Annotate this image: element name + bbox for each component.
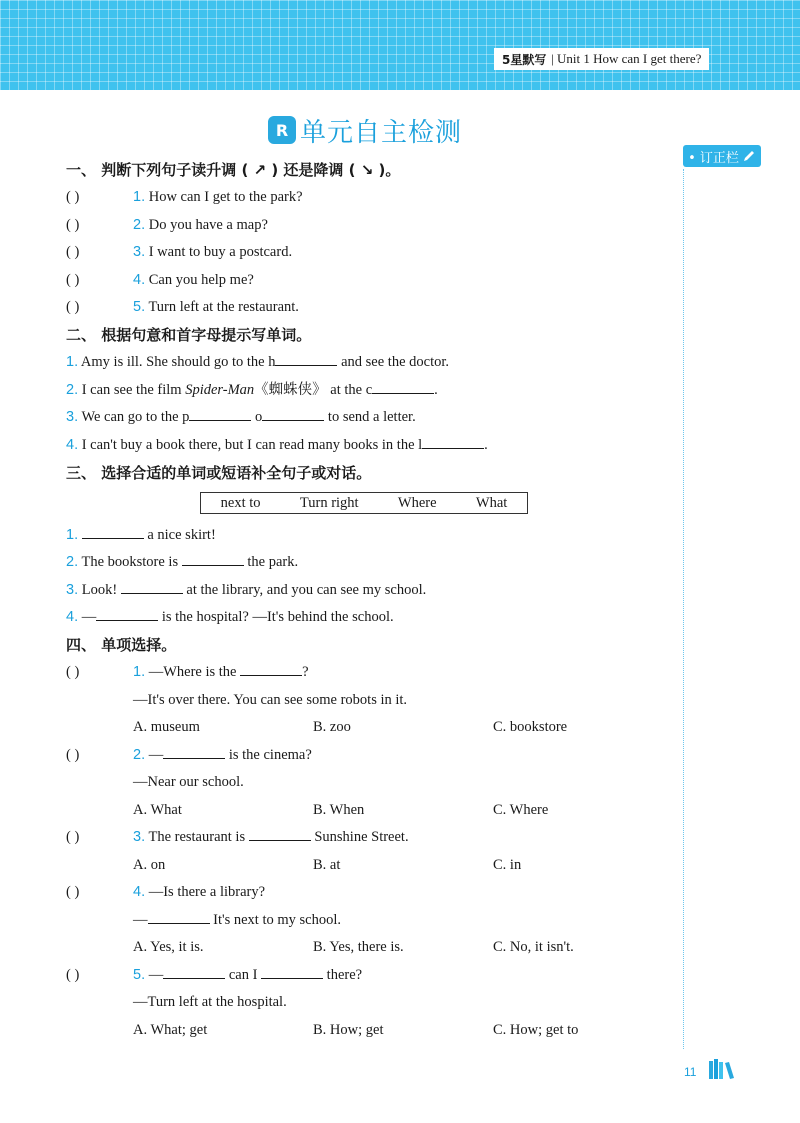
word-bank-item: next to (220, 494, 261, 511)
s3-question-2 (66, 552, 298, 572)
item-text: How can I get to the park? (145, 189, 303, 205)
page-title (268, 113, 462, 147)
question-text: Sunshine Street. (310, 829, 409, 845)
answer-blank[interactable] (275, 352, 337, 366)
question-text: — (145, 747, 164, 763)
question-text: —Where is the (145, 664, 241, 680)
s2-question-3 (66, 407, 416, 427)
s1-item-1 (66, 187, 303, 207)
page-number: 11 (684, 1065, 697, 1079)
option-b: B. at (313, 857, 341, 873)
question-text: . (434, 382, 438, 398)
item-text: Do you have a map? (145, 217, 268, 233)
section-1-heading: 一、 判断下列句子读升调 ( ↗ ) 还是降调 ( ↘ )。 (66, 161, 401, 179)
question-text: a nice skirt! (143, 527, 216, 543)
answer-blank[interactable] (82, 525, 144, 539)
option-a: A. Yes, it is. (133, 939, 204, 955)
answer-paren[interactable]: ( ) (66, 747, 80, 763)
correction-tab-label: • 订正栏 (688, 150, 739, 166)
answer-blank[interactable] (96, 607, 158, 621)
question-text: at the library, and you can see my school. (182, 582, 427, 598)
s2-question-1 (66, 352, 449, 372)
answer-blank (249, 827, 311, 841)
question-text: to send a letter. (324, 409, 416, 425)
answer-blank (261, 965, 323, 979)
answer-blank (163, 965, 225, 979)
section-4-heading: 四、 单项选择。 (66, 636, 177, 654)
word-bank (200, 492, 528, 514)
s1-item-4 (66, 270, 254, 290)
s4-question-2 (66, 745, 312, 765)
answer-blank[interactable] (182, 552, 244, 566)
answer-paren[interactable]: ( ) (66, 967, 80, 983)
question-text: is the cinema? (225, 747, 312, 763)
item-number: 1. (133, 189, 146, 205)
item-number: 1. (66, 527, 79, 543)
item-text: Can you help me? (145, 272, 254, 288)
option-b: B. How; get (313, 1022, 384, 1038)
s4-q4-reply (133, 910, 341, 930)
answer-paren[interactable]: ( ) (66, 272, 80, 288)
item-text: I want to buy a postcard. (145, 244, 293, 260)
header-separator: | (551, 51, 554, 66)
item-number: 1. (66, 354, 79, 370)
s4-question-5 (66, 965, 362, 985)
word-bank-item: Where (397, 494, 437, 511)
word-bank-item: Turn right (299, 494, 359, 511)
header-label (494, 48, 709, 70)
s4-question-1 (66, 662, 309, 682)
question-text: the park. (243, 554, 299, 570)
s2-question-2 (66, 380, 438, 400)
item-number: 4. (133, 272, 146, 288)
option-b: B. zoo (313, 719, 351, 735)
film-title: Spider-Man (185, 382, 255, 398)
s4-q2-reply: —Near our school. (133, 774, 244, 790)
item-number: 3. (66, 582, 79, 598)
answer-blank[interactable] (422, 435, 484, 449)
question-text: can I (225, 967, 262, 983)
s1-item-3 (66, 242, 292, 262)
item-number: 2. (66, 382, 79, 398)
film-title-cn: 《蜘蛛侠》 (254, 382, 327, 398)
answer-paren[interactable]: ( ) (66, 189, 80, 205)
question-text: and see the doctor. (337, 354, 450, 370)
item-number: 2. (66, 554, 79, 570)
s1-item-2 (66, 215, 268, 235)
item-text: Turn left at the restaurant. (145, 299, 299, 315)
question-text: ? (302, 664, 309, 680)
option-a: A. What (133, 802, 182, 818)
question-text: Amy is ill. She should go to the h (78, 354, 276, 370)
option-a: A. What; get (133, 1022, 208, 1038)
word-bank-item: What (475, 494, 508, 511)
answer-blank (163, 745, 225, 759)
question-text: The restaurant is (145, 829, 249, 845)
option-b: B. When (313, 802, 365, 818)
item-number: 3. (133, 829, 146, 845)
s3-question-1 (66, 525, 216, 545)
question-text: — (133, 912, 148, 928)
answer-blank[interactable] (262, 407, 324, 421)
s4-question-4 (66, 882, 265, 902)
item-number: 1. (133, 664, 146, 680)
s3-question-4 (66, 607, 394, 627)
option-b: B. Yes, there is. (313, 939, 404, 955)
option-c: C. No, it isn't. (493, 939, 574, 955)
answer-paren[interactable]: ( ) (66, 829, 80, 845)
question-text: — (145, 967, 164, 983)
question-text: —Is there a library? (145, 884, 266, 900)
option-c: C. bookstore (493, 719, 568, 735)
pencil-icon (742, 149, 756, 163)
answer-blank (148, 910, 210, 924)
answer-paren[interactable]: ( ) (66, 299, 80, 315)
s2-question-4 (66, 435, 488, 455)
question-text: . (484, 437, 488, 453)
item-number: 5. (133, 299, 146, 315)
correction-column (683, 145, 763, 1060)
s4-q5-reply: —Turn left at the hospital. (133, 994, 287, 1010)
answer-paren[interactable]: ( ) (66, 244, 80, 260)
title-text: 单元自主检测 (300, 117, 463, 148)
question-text: We can go to the p (78, 409, 190, 425)
answer-blank[interactable] (189, 407, 251, 421)
correction-tab (683, 145, 761, 167)
question-text: It's next to my school. (209, 912, 341, 928)
question-text: I can see the film (78, 382, 186, 398)
answer-paren[interactable]: ( ) (66, 884, 80, 900)
title-logo-icon: R (268, 116, 296, 144)
section-3-heading: 三、 选择合适的单词或短语补全句子或对话。 (66, 464, 372, 482)
s4-q1-reply: —It's over there. You can see some robots in it. (133, 692, 408, 708)
item-number: 4. (133, 884, 146, 900)
answer-paren[interactable]: ( ) (66, 217, 80, 233)
correction-divider (683, 169, 684, 1049)
option-a: A. museum (133, 719, 200, 735)
item-number: 4. (66, 437, 79, 453)
question-text: The bookstore is (78, 554, 182, 570)
answer-blank (240, 662, 302, 676)
question-text: — (78, 609, 97, 625)
header-band (0, 0, 800, 90)
item-number: 2. (133, 747, 146, 763)
section-2-heading: 二、 根据句意和首字母提示写单词。 (66, 326, 312, 344)
s4-question-3 (66, 827, 409, 847)
item-number: 2. (133, 217, 146, 233)
option-c: C. in (493, 857, 522, 873)
answer-blank[interactable] (372, 380, 434, 394)
question-text: o (251, 409, 263, 425)
item-number: 3. (66, 409, 79, 425)
brand-label: 5星默写 (502, 52, 547, 67)
question-text: I can't buy a book there, but I can read many books in the l (78, 437, 423, 453)
option-c: C. Where (493, 802, 549, 818)
answer-blank[interactable] (121, 580, 183, 594)
unit-title: Unit 1 How can I get there? (556, 51, 702, 66)
answer-paren[interactable]: ( ) (66, 664, 80, 680)
item-number: 4. (66, 609, 79, 625)
question-text: at the c (326, 382, 373, 398)
option-a: A. on (133, 857, 166, 873)
s3-question-3 (66, 580, 426, 600)
question-text: Look! (78, 582, 121, 598)
question-text: is the hospital? —It's behind the school. (158, 609, 394, 625)
item-number: 5. (133, 967, 146, 983)
books-icon (708, 1058, 736, 1080)
s1-item-5 (66, 297, 299, 317)
option-c: C. How; get to (493, 1022, 579, 1038)
item-number: 3. (133, 244, 146, 260)
question-text: there? (323, 967, 363, 983)
